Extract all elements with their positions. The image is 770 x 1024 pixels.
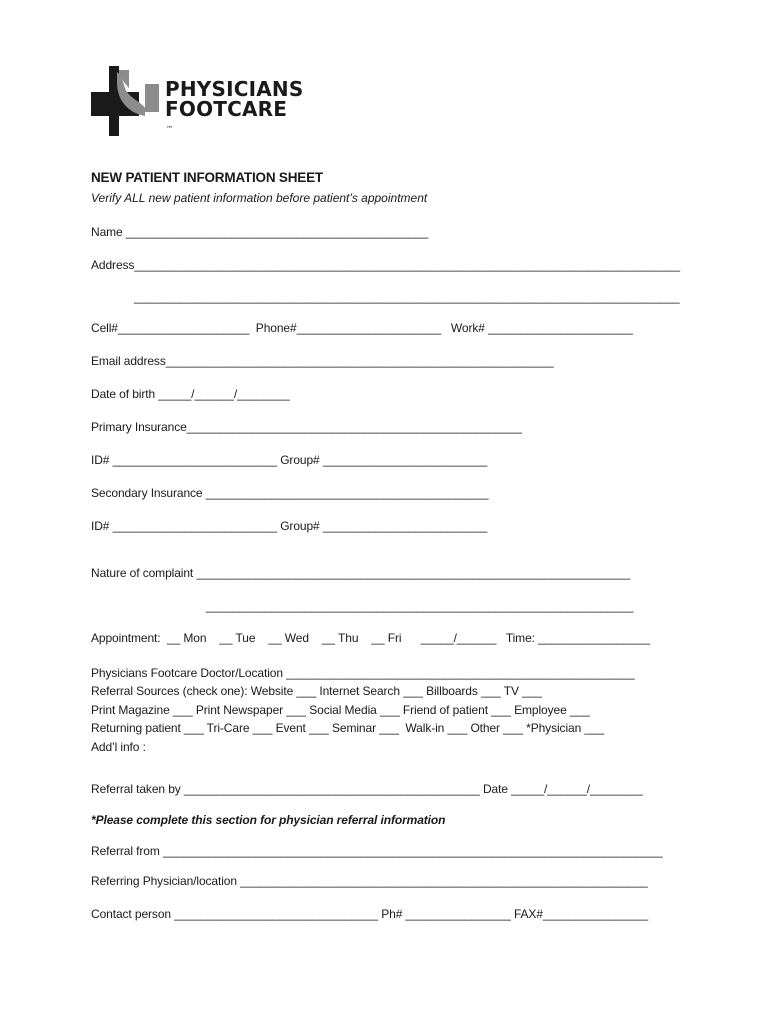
addl-info-label: Add’l info :: [91, 740, 146, 754]
primary-insurance-field[interactable]: Primary Insurance___________________________________________________: [91, 420, 522, 434]
logo-line2: FOOTCARE ™: [165, 99, 303, 139]
logo-line1: PHYSICIANS: [165, 77, 304, 101]
secondary-id-group-fields[interactable]: ID# _________________________ Group# _________________________: [91, 519, 488, 533]
address-field-line2[interactable]: ___________________________________________________________________________________: [134, 290, 680, 304]
primary-id-group-fields[interactable]: ID# _________________________ Group# _________________________: [91, 453, 488, 467]
address-field-line1[interactable]: Address___________________________________________________________________________________: [91, 258, 680, 272]
referral-print-line[interactable]: Print Magazine ___ Print Newspaper ___ Social Media ___ Friend of patient ___ Employee ___: [91, 703, 590, 717]
trademark: ™: [166, 125, 174, 133]
contact-person-field[interactable]: Contact person _______________________________ Ph# ________________ FAX#________________: [91, 907, 649, 921]
doctor-location-field[interactable]: Physicians Footcare Doctor/Location _____________________________________________________: [91, 666, 635, 680]
complaint-field-line2[interactable]: _________________________________________________________________: [206, 599, 634, 613]
physician-referral-note: *Please complete this section for physician referral information: [91, 813, 446, 827]
referral-taken-field[interactable]: Referral taken by _____________________________________________ Date _____/______/________: [91, 782, 643, 796]
cross-foot-logo-icon: [91, 66, 161, 136]
name-field[interactable]: Name ______________________________________________: [91, 225, 429, 239]
referring-physician-field[interactable]: Referring Physician/location ______________________________________________________________: [91, 874, 648, 888]
logo-text: [165, 79, 303, 139]
referral-sources-line[interactable]: Referral Sources (check one): Website ___ Internet Search ___ Billboards ___ TV ___: [91, 684, 542, 698]
referral-from-field[interactable]: Referral from ____________________________________________________________________________: [91, 844, 663, 858]
email-field[interactable]: Email address___________________________________________________________: [91, 354, 554, 368]
secondary-insurance-field[interactable]: Secondary Insurance ___________________________________________: [91, 486, 489, 500]
appointment-fields[interactable]: Appointment: __ Mon __ Tue __ Wed __ Thu __ Fri _____/______ Time: _________________: [91, 631, 650, 645]
referral-returning-line[interactable]: Returning patient ___ Tri-Care ___ Event ___ Seminar ___ Walk-in ___ Other ___ *Physician ___: [91, 721, 605, 735]
dob-field[interactable]: Date of birth _____/______/________: [91, 387, 290, 401]
phone-fields[interactable]: Cell#____________________ Phone#______________________ Work# ______________________: [91, 321, 633, 335]
page-subtitle: Verify ALL new patient information before patient’s appointment: [91, 191, 428, 205]
company-logo: [91, 66, 311, 136]
page-title: NEW PATIENT INFORMATION SHEET: [91, 170, 323, 185]
complaint-field-line1[interactable]: Nature of complaint __________________________________________________________________: [91, 566, 631, 580]
